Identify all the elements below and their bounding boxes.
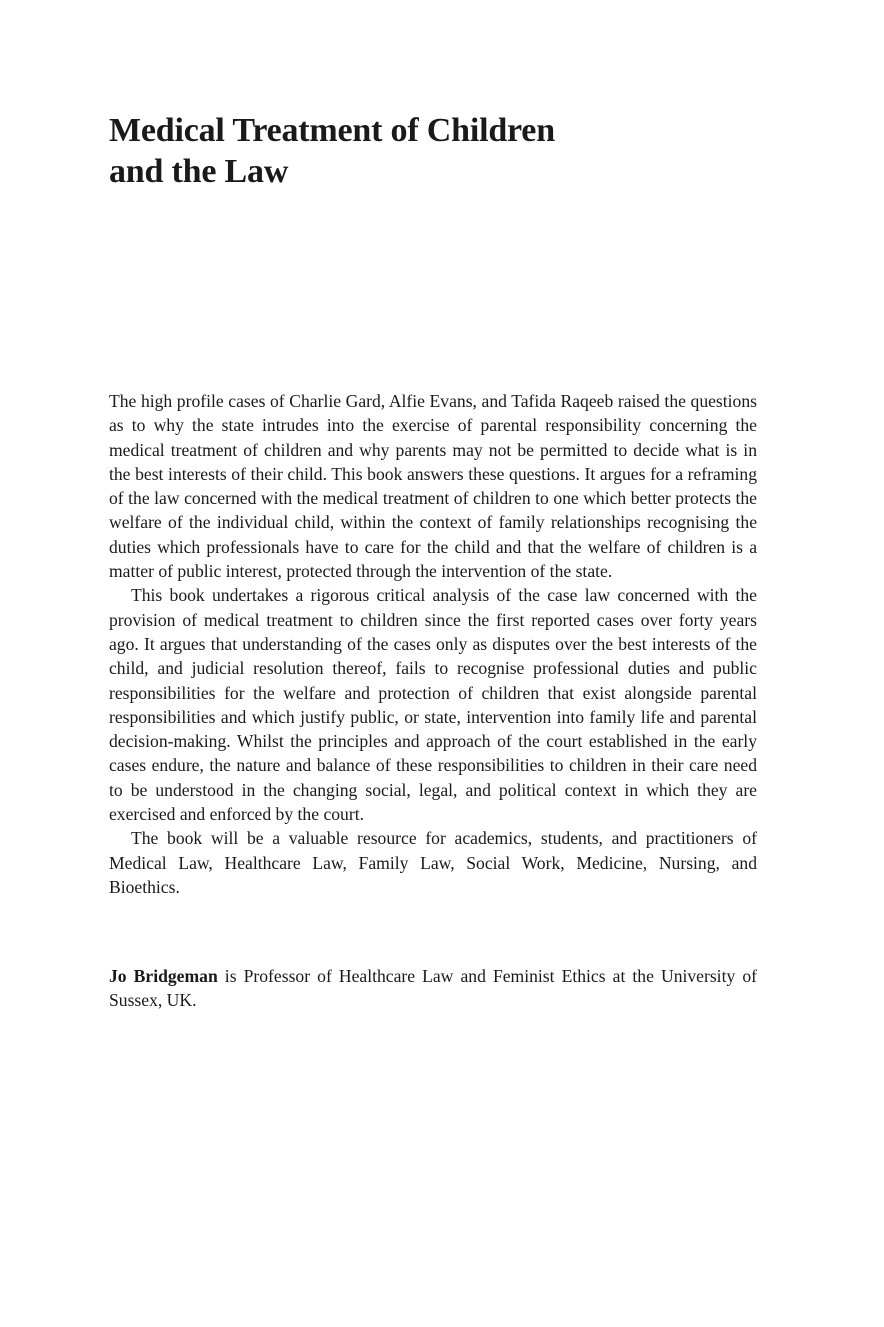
author-bio (109, 964, 757, 1013)
book-title-line-1: Medical Treatment of Children (109, 112, 555, 149)
author-description: is Professor of Healthcare Law and Feminist Ethics at the University of Sussex, UK. (109, 966, 757, 1011)
description-paragraph-2: This book undertakes a rigorous critical analysis of the case law concerned with the provision of medical treatment to children since the first reported cases over forty years ago. It argues that understanding of the cases only as disputes over the best interests of the child, and judicial resolution thereof, fails to recognise professional duties and public responsibilities for the welfare and protection of children that exist alongside parental responsibilities and which justify public, or state, intervention into family life and parental decision-making. Whilst the principles and approach of the court established in the early cases endure, the nature and balance of these responsibilities to children in their care need to be understood in the changing social, legal, and political context in which they are exercised and enforced by the court. (109, 585, 757, 825)
description-paragraph-1: The high profile cases of Charlie Gard, Alfie Evans, and Tafida Raqeeb raised the questions as to why the state intrudes into the exercise of parental responsibility concerning the medical treatment of children and why parents may not be permitted to decide what is in the best interests of their child. This book answers these questions. It argues for a reframing of the law concerned with the medical treatment of children to one which better protects the welfare of the individual child, within the context of family relationships recognising the duties which professionals have to care for the child and that the welfare of children is a matter of public interest, protected through the intervention of the state. (109, 391, 757, 582)
author-name: Jo Bridgeman (109, 966, 218, 986)
book-description (109, 389, 757, 899)
book-title (109, 110, 769, 192)
description-paragraph-3: The book will be a valuable resource for academics, students, and practitioners of Medical Law, Healthcare Law, Family Law, Social Work, Medicine, Nursing, and Bioethics. (109, 828, 757, 897)
book-title-line-2: and the Law (109, 153, 289, 190)
